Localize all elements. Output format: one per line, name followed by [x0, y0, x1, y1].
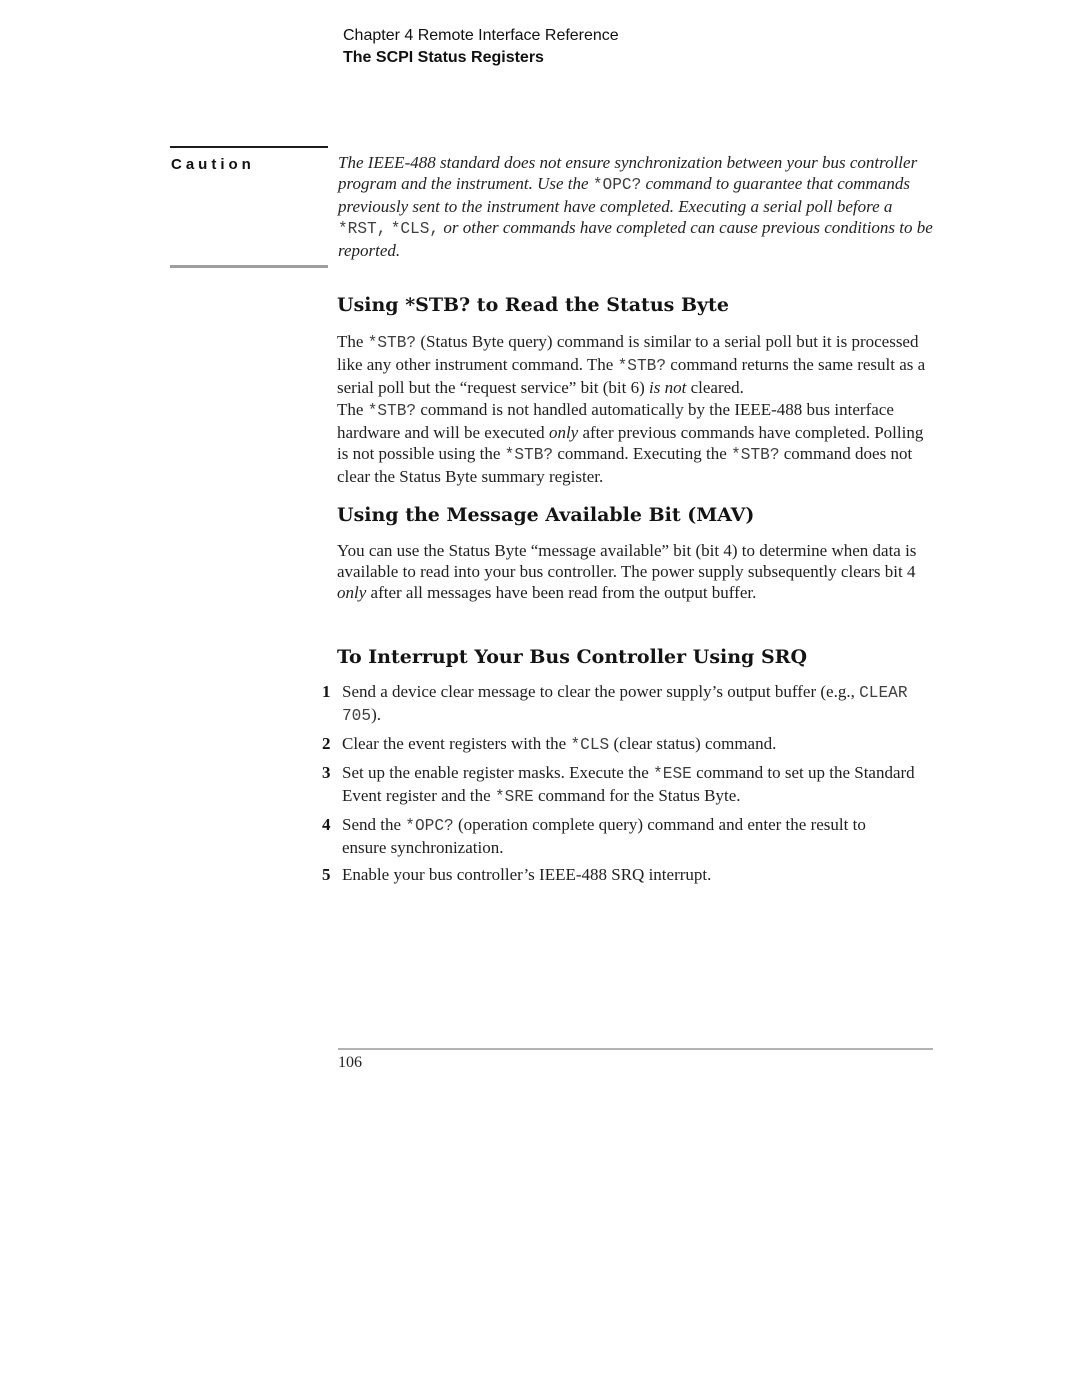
- list-item-text: Send a device clear message to clear the power supply’s output buffer (e.g., CLEAR 705).: [342, 682, 908, 725]
- list-item: [322, 814, 936, 858]
- heading-srq: To Interrupt Your Bus Controller Using SRQ: [337, 646, 808, 668]
- list-item-number: 5: [322, 865, 331, 884]
- paragraph-stb-2: The *STB? command is not handled automatically by the IEEE-488 bus interface hardware and will be executed only after previous commands have completed. Polling is not possible using the *STB? command. Executing the *STB? command does not clear the Status Byte summary register.: [337, 400, 924, 486]
- list-item: [322, 733, 936, 756]
- heading-using-stb: Using *STB? to Read the Status Byte: [337, 294, 729, 316]
- caution-text: The IEEE-488 standard does not ensure synchronization between your bus controller program and the instrument. Use the *OPC? command to guarantee that commands previously sent to the instrument have completed. Executing a serial poll before a *RST, *CLS, or other commands have completed can cause previous conditions to be reported.: [338, 153, 933, 260]
- list-item-number: 2: [322, 734, 331, 753]
- list-item-number: 1: [322, 682, 331, 701]
- numbered-list: [322, 681, 936, 891]
- section-subtitle: The SCPI Status Registers: [343, 49, 544, 66]
- page-header: [343, 25, 619, 69]
- chapter-title: Chapter 4 Remote Interface Reference: [343, 27, 619, 44]
- list-item-text: Send the *OPC? (operation complete query) command and enter the result to ensure synchronization.: [342, 815, 866, 857]
- caution-bottom-divider: [170, 265, 328, 268]
- list-item-number: 3: [322, 763, 331, 782]
- caution-label: Caution: [171, 156, 255, 173]
- list-item: [322, 864, 936, 885]
- caution-top-divider: [170, 146, 328, 148]
- list-item: [322, 762, 936, 808]
- list-item: [322, 681, 936, 727]
- footer-divider: [338, 1048, 933, 1050]
- paragraph-mav-1: You can use the Status Byte “message available” bit (bit 4) to determine when data is available to read into your bus controller. The power supply subsequently clears bit 4 only after all messages have been read from the output buffer.: [337, 541, 917, 602]
- paragraph-stb-1: The *STB? (Status Byte query) command is similar to a serial poll but it is processed like any other instrument command. The *STB? command returns the same result as a serial poll but the “request service” bit (bit 6) is not cleared.: [337, 332, 926, 397]
- heading-mav: Using the Message Available Bit (MAV): [337, 504, 755, 526]
- page-number: 106: [338, 1054, 362, 1071]
- list-item-text: Enable your bus controller’s IEEE-488 SRQ interrupt.: [342, 865, 712, 884]
- list-item-number: 4: [322, 815, 331, 834]
- list-item-text: Clear the event registers with the *CLS (clear status) command.: [342, 734, 777, 754]
- list-item-text: Set up the enable register masks. Execute the *ESE command to set up the Standard Event register and the *SRE command for the Status Byte.: [342, 763, 915, 806]
